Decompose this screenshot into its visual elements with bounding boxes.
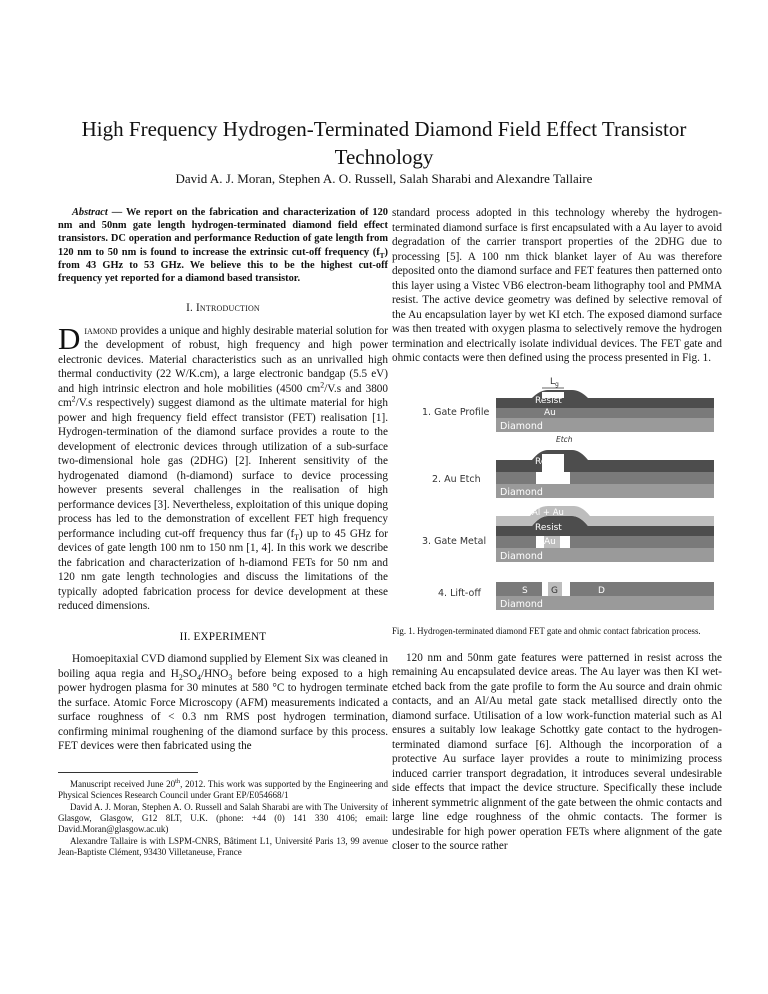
- experiment-paragraph: [58, 652, 388, 754]
- step3-resist-label: Resist: [535, 522, 562, 533]
- step1-au-label: Au: [544, 407, 556, 418]
- intro-lead: iamond: [84, 324, 118, 337]
- footnote-affil-paris: Alexandre Tallaire is with LSPM-CNRS, Bâtiment L1, Université Paris 13, 99 avenue Jean-Baptiste Clément, 93430 Villetaneuse, France: [58, 835, 388, 858]
- step3-au-left: [496, 536, 536, 548]
- intro-sup-a: 2: [320, 379, 325, 389]
- intro-heading: [58, 301, 388, 316]
- step2-label: 2. Au Etch: [432, 473, 481, 485]
- step2-diamond-label: Diamond: [500, 486, 543, 498]
- step3-au-label: Au: [544, 536, 556, 547]
- fabrication-figure: [392, 374, 722, 624]
- lg-label: $L_g$: [550, 376, 559, 388]
- step1-label: 1. Gate Profile: [422, 406, 490, 418]
- abstract: [58, 206, 388, 285]
- abstract-text-b: ) from 43 GHz to 53 GHz. We believe this to be the highest cut-off frequency yet reported for a diamond based transistor.: [58, 246, 388, 285]
- step2-resist: [496, 450, 714, 472]
- footnote-f1a: Manuscript received June 20: [70, 778, 176, 789]
- step4-label: 4. Lift-off: [438, 587, 481, 599]
- footnote-affil-glasgow: David A. J. Moran, Stephen A. O. Russell and Salah Sharabi are with The University of Glasgow, Glasgow, G12 8LT, U.K. (phone: +44 (0) 141 330 4106; email: David.Moran@glasgow.ac.uk): [58, 801, 388, 835]
- exp-sub2: 2: [178, 672, 183, 682]
- step2-au-label: Au: [544, 469, 556, 480]
- step4-diamond-label: Diamond: [500, 598, 543, 610]
- step2-au-right: [570, 472, 714, 484]
- right-paragraph-1: standard process adopted in this technology whereby the hydrogen-terminated diamond surface is first encapsulated with a Au layer to avoid degradation of the carrier transport properties of the 2DHG due to processing [5]. A 100 nm thick blanket layer of Au was therefore deposited onto the diamond surface and FET features then patterned onto this layer using a Vistec VB6 electron-beam lithography tool and PMMA resist. The active device geometry was defined by selective removal of the Au encapsulation layer by wet KI etch. The exposed diamond surface was then treated with oxygen plasma to selectively remove the hydrogen termination and electrically isolate individual devices. The FET gate and ohmic contacts were then defined using the process presented in Fig. 1.: [392, 207, 722, 364]
- paper-title: High Frequency Hydrogen-Terminated Diamond Field Effect Transistor Technology: [81, 117, 687, 170]
- abstract-text-a: We report on the fabrication and characterization of 120 nm and 50nm gate length hydrogen-terminated diamond field effect transistors. DC operation and performance Reduction of gate length from 120 nm to 50 nm is found to increase the extrinsic cut-off frequency (f: [58, 207, 388, 258]
- source-label: S: [522, 585, 528, 596]
- author-list: David A. J. Moran, Stephen A. O. Russell, Salah Sharabi and Alexandre Tallaire: [175, 171, 593, 186]
- step3-alau-layer: [496, 506, 714, 526]
- exp-p1b: SO: [182, 667, 198, 680]
- etch-label: Etch: [556, 434, 573, 444]
- step1-diamond-label: Diamond: [500, 420, 543, 432]
- intro-heading-num: I.: [186, 302, 196, 315]
- experiment-heading: II. EXPERIMENT: [179, 630, 267, 643]
- drop-cap: D: [58, 320, 81, 356]
- intro-p1b: /V.s and 3800 cm: [58, 382, 388, 410]
- footnote: [58, 779, 388, 859]
- step3-alau-label: Al + Au: [532, 507, 564, 518]
- step4-drain-contact: [570, 582, 714, 596]
- step3-diamond-label: Diamond: [500, 550, 543, 562]
- figure-caption: Fig. 1. Hydrogen-terminated diamond FET gate and ohmic contact fabrication process.: [392, 625, 701, 636]
- exp-sub3: 3: [228, 672, 233, 682]
- intro-p1c: /V.s respectively) suggest diamond as the ultimate material for high power and high frequency field effect transistor (FET) realisation [1]. Hydrogen-termination of the diamond surface provides a route to the development of electronic devices through utilization of a sub-surface two-dimensional hole gas (2DHG) [2]. Inherent sensitivity of the hydrogenated diamond (h-diamond) surface to device processing however presents several challenges in the realisation of high performance devices [3]. Nevertheless, exploitation of this unique doping process has led to the demonstration of excellent FET high frequency performance including cut-off frequency thus far (f: [58, 397, 388, 540]
- right-column: [392, 206, 722, 854]
- exp-p1d: before being exposed to a high power hydrogen plasma for 30 minutes at 580 °C to hydrogen terminate the surface. Atomic Force Microscopy (AFM) measurements indicated a surface roughness of < 0.3 nm RMS post hydrogen termination, confirming minimal roughening of the diamond surface by this process. FET devices were then fabricated using the: [58, 667, 388, 753]
- step3-label: 3. Gate Metal: [422, 535, 487, 547]
- step1-resist-label: Resist: [535, 395, 562, 406]
- step2-resist-label: Resist: [535, 456, 562, 467]
- left-column: [58, 206, 388, 859]
- right-paragraph-2: 120 nm and 50nm gate features were patterned in resist across the remaining Au encapsulated device areas. The Au layer was then KI wet-etched back from the gate profile to form the Au source and drain ohmic contacts, and an Al/Au metal gate stack metallised directly onto the diamond surface. Utilisation of a low work-function material such as Al ensures a suitably low leakage Schottky gate contact to the hydrogen-terminated diamond surface [6]. Although the incorporation of a protective Au surface layer provides a route to minimizing process induced carrier transport degradation, it introduces several undesirable side effects that impact the device structure. Specifically these include inherent symmetric alignment of the gate between the ohmic contacts and large line edge roughness of the ohmic contacts. The former is undesirable for high power operation FETs where alignment of the gate closer to the source rather: [392, 651, 722, 852]
- fabrication-process-diagram: [392, 374, 722, 624]
- abstract-sub-t: T: [379, 251, 385, 260]
- intro-p1: provides a unique and highly desirable material solution for the development of robust, high frequency and high power electronic devices. Material characteristics such as an unrivalled high thermal conductivity (22 W/K.cm), a large electronic bandgap (5.5 eV) and high intrinsic electron and hole mobilities (4500 cm: [58, 324, 388, 395]
- step4-source-contact: [496, 582, 542, 596]
- footnote-f1sup: th: [175, 777, 181, 785]
- drain-label: D: [598, 585, 605, 596]
- intro-sub-t: T: [294, 532, 300, 542]
- exp-p1c: /HNO: [200, 667, 229, 680]
- step1-resist: [496, 390, 714, 408]
- abstract-dash: —: [107, 207, 126, 218]
- step1-au-layer: [496, 408, 714, 418]
- intro-paragraph: [58, 320, 388, 614]
- abstract-label: Abstract: [72, 207, 108, 218]
- gate-label: G: [551, 585, 558, 596]
- footnote-received: [58, 779, 388, 802]
- footnote-f1b: , 2012. This work was supported by the Engineering and Physical Sciences Research Council under Grant EP/E054668/1: [58, 778, 388, 801]
- step3-au-right: [570, 536, 714, 548]
- intro-sup-b: 2: [71, 394, 76, 404]
- exp-sub4: 4: [197, 672, 201, 682]
- intro-heading-text: Introduction: [196, 302, 260, 315]
- footnote-rule: [58, 772, 198, 773]
- exp-p1a: Homoepitaxial CVD diamond supplied by Element Six was cleaned in boiling aqua regia and H: [58, 653, 388, 680]
- intro-p1d: ) up to 45 GHz for devices of gate length 100 nm to 150 nm [1, 4]. In this work we describe the fabrication and characterization of h-diamond FETs for 50 nm and 120 nm gate length technologies and discuss the limitations of the typically adopted fabrication process for device development at these reduced dimensions.: [58, 527, 388, 613]
- step2-au-left: [496, 472, 536, 484]
